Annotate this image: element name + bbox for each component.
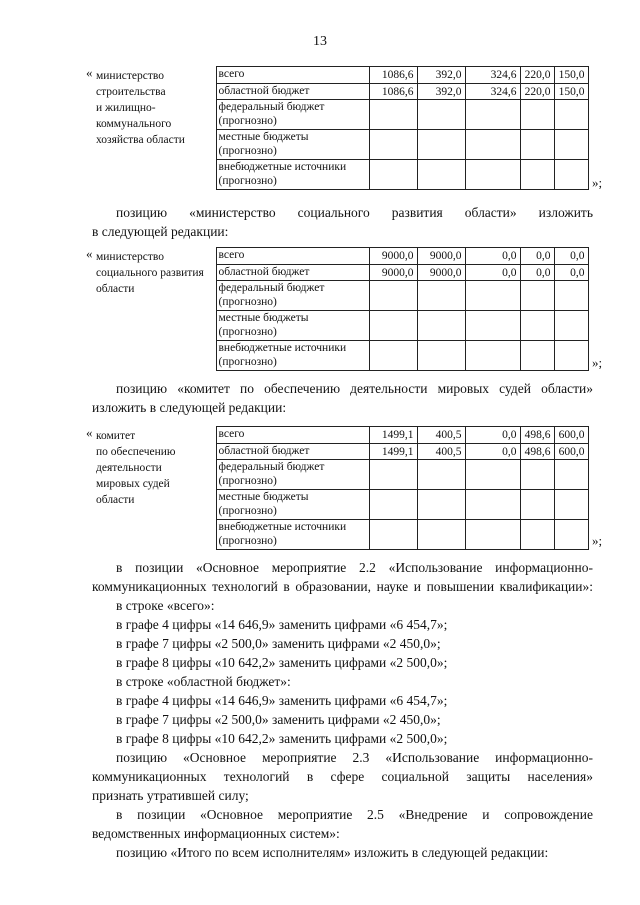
executor-name: комитет по обеспечению деятельности мировых судей области bbox=[92, 427, 216, 550]
value-cell: 324,6 bbox=[465, 84, 520, 100]
paragraph-event-2-3: позицию «Основное мероприятие 2.3 «Использование информационно- bbox=[116, 750, 593, 765]
line-column-8: в графе 8 цифры «10 642,2» заменить цифрами «2 500,0»; bbox=[116, 655, 448, 670]
value-cell bbox=[369, 341, 417, 371]
source-label: областной бюджет bbox=[216, 265, 369, 281]
value-cell bbox=[554, 460, 588, 490]
value-cell: 0,0 bbox=[465, 444, 520, 460]
opening-quote: « bbox=[86, 246, 93, 261]
value-cell bbox=[520, 311, 554, 341]
value-cell: 0,0 bbox=[465, 265, 520, 281]
value-cell bbox=[417, 460, 465, 490]
line-column-4: в графе 4 цифры «14 646,9» заменить цифрами «6 454,7»; bbox=[116, 693, 448, 708]
value-cell: 1086,6 bbox=[369, 67, 417, 84]
source-label: внебюджетные источники (прогнозно) bbox=[216, 160, 369, 190]
source-label: всего bbox=[216, 427, 369, 444]
value-cell bbox=[554, 160, 588, 190]
funding-table-judges bbox=[92, 426, 589, 550]
value-cell bbox=[369, 160, 417, 190]
value-cell: 1086,6 bbox=[369, 84, 417, 100]
value-cell bbox=[520, 130, 554, 160]
value-cell bbox=[465, 311, 520, 341]
value-cell bbox=[554, 341, 588, 371]
value-cell bbox=[465, 520, 520, 550]
source-label: федеральный бюджет (прогнозно) bbox=[216, 100, 369, 130]
value-cell bbox=[465, 490, 520, 520]
paragraph-total-all-executors: позицию «Итого по всем исполнителям» изложить в следующей редакции: bbox=[116, 845, 549, 860]
value-cell bbox=[369, 520, 417, 550]
funding-table-construction bbox=[92, 66, 589, 190]
value-cell: 0,0 bbox=[554, 248, 588, 265]
value-cell: 498,6 bbox=[520, 427, 554, 444]
paragraph-judges-position-cont: изложить в следующей редакции: bbox=[92, 400, 287, 415]
paragraph-event-2-5: в позиции «Основное мероприятие 2.5 «Внедрение и сопровождение bbox=[116, 807, 593, 822]
value-cell bbox=[417, 520, 465, 550]
closing-quote: »; bbox=[592, 533, 603, 548]
source-label: областной бюджет bbox=[216, 444, 369, 460]
value-cell: 0,0 bbox=[520, 248, 554, 265]
executor-name: министерство строительства и жилищно- коммунального хозяйства области bbox=[92, 67, 216, 190]
value-cell: 9000,0 bbox=[369, 265, 417, 281]
executor-name: министерство социального развития области bbox=[92, 248, 216, 371]
page-number: 13 bbox=[313, 34, 327, 49]
value-cell bbox=[554, 100, 588, 130]
value-cell: 600,0 bbox=[554, 444, 588, 460]
value-cell bbox=[417, 490, 465, 520]
value-cell bbox=[417, 341, 465, 371]
value-cell bbox=[465, 160, 520, 190]
value-cell bbox=[554, 130, 588, 160]
value-cell bbox=[369, 311, 417, 341]
value-cell bbox=[554, 281, 588, 311]
value-cell: 0,0 bbox=[465, 427, 520, 444]
value-cell bbox=[554, 311, 588, 341]
value-cell: 9000,0 bbox=[417, 265, 465, 281]
value-cell bbox=[554, 520, 588, 550]
value-cell bbox=[520, 100, 554, 130]
value-cell bbox=[417, 100, 465, 130]
source-label: местные бюджеты (прогнозно) bbox=[216, 490, 369, 520]
value-cell bbox=[554, 490, 588, 520]
opening-quote: « bbox=[86, 425, 93, 440]
paragraph-judges-position: позицию «комитет по обеспечению деятельности мировых судей области» bbox=[116, 381, 593, 396]
paragraph-social-position-cont: в следующей редакции: bbox=[92, 224, 229, 239]
paragraph-event-2-2: в позиции «Основное мероприятие 2.2 «Использование информационно- bbox=[116, 560, 593, 575]
value-cell: 220,0 bbox=[520, 84, 554, 100]
value-cell bbox=[417, 160, 465, 190]
paragraph-event-2-3-cont: коммуникационных технологий в сфере социальной защиты населения» bbox=[92, 769, 593, 784]
value-cell bbox=[520, 490, 554, 520]
line-column-4: в графе 4 цифры «14 646,9» заменить цифрами «6 454,7»; bbox=[116, 617, 448, 632]
source-label: федеральный бюджет (прогнозно) bbox=[216, 460, 369, 490]
value-cell: 400,5 bbox=[417, 427, 465, 444]
value-cell bbox=[369, 460, 417, 490]
value-cell bbox=[520, 281, 554, 311]
opening-quote: « bbox=[86, 65, 93, 80]
funding-table-social bbox=[92, 247, 589, 371]
value-cell bbox=[465, 341, 520, 371]
line-column-8: в графе 8 цифры «10 642,2» заменить цифрами «2 500,0»; bbox=[116, 731, 448, 746]
value-cell bbox=[369, 130, 417, 160]
source-label: местные бюджеты (прогнозно) bbox=[216, 130, 369, 160]
value-cell: 9000,0 bbox=[417, 248, 465, 265]
value-cell: 498,6 bbox=[520, 444, 554, 460]
value-cell bbox=[417, 130, 465, 160]
value-cell bbox=[520, 160, 554, 190]
source-label: всего bbox=[216, 67, 369, 84]
value-cell bbox=[417, 311, 465, 341]
value-cell: 392,0 bbox=[417, 67, 465, 84]
line-total-row: в строке «всего»: bbox=[116, 598, 215, 613]
value-cell bbox=[465, 130, 520, 160]
closing-quote: »; bbox=[592, 175, 603, 190]
line-column-7: в графе 7 цифры «2 500,0» заменить цифрами «2 450,0»; bbox=[116, 636, 441, 651]
value-cell bbox=[369, 100, 417, 130]
value-cell: 324,6 bbox=[465, 67, 520, 84]
value-cell bbox=[465, 100, 520, 130]
value-cell bbox=[520, 520, 554, 550]
value-cell bbox=[417, 281, 465, 311]
source-label: областной бюджет bbox=[216, 84, 369, 100]
value-cell: 600,0 bbox=[554, 427, 588, 444]
value-cell: 9000,0 bbox=[369, 248, 417, 265]
paragraph-event-2-5-cont: ведомственных информационных систем»: bbox=[92, 826, 340, 841]
line-regional-budget-row: в строке «областной бюджет»: bbox=[116, 674, 291, 689]
value-cell bbox=[520, 460, 554, 490]
line-column-7: в графе 7 цифры «2 500,0» заменить цифрами «2 450,0»; bbox=[116, 712, 441, 727]
value-cell: 0,0 bbox=[554, 265, 588, 281]
value-cell bbox=[520, 341, 554, 371]
source-label: внебюджетные источники (прогнозно) bbox=[216, 520, 369, 550]
source-label: внебюджетные источники (прогнозно) bbox=[216, 341, 369, 371]
paragraph-event-2-3-end: признать утратившей силу; bbox=[92, 788, 249, 803]
source-label: федеральный бюджет (прогнозно) bbox=[216, 281, 369, 311]
value-cell bbox=[369, 281, 417, 311]
value-cell bbox=[465, 460, 520, 490]
value-cell: 400,5 bbox=[417, 444, 465, 460]
source-label: местные бюджеты (прогнозно) bbox=[216, 311, 369, 341]
value-cell: 0,0 bbox=[520, 265, 554, 281]
value-cell: 220,0 bbox=[520, 67, 554, 84]
paragraph-social-position: позицию «министерство социального развития области» изложить bbox=[116, 205, 593, 220]
value-cell: 1499,1 bbox=[369, 427, 417, 444]
value-cell: 392,0 bbox=[417, 84, 465, 100]
paragraph-event-2-2-cont: коммуникационных технологий в образовании, науке и повышении квалификации»: bbox=[92, 579, 593, 594]
value-cell bbox=[369, 490, 417, 520]
source-label: всего bbox=[216, 248, 369, 265]
value-cell: 150,0 bbox=[554, 67, 588, 84]
value-cell: 0,0 bbox=[465, 248, 520, 265]
value-cell: 1499,1 bbox=[369, 444, 417, 460]
value-cell: 150,0 bbox=[554, 84, 588, 100]
closing-quote: »; bbox=[592, 355, 603, 370]
value-cell bbox=[465, 281, 520, 311]
